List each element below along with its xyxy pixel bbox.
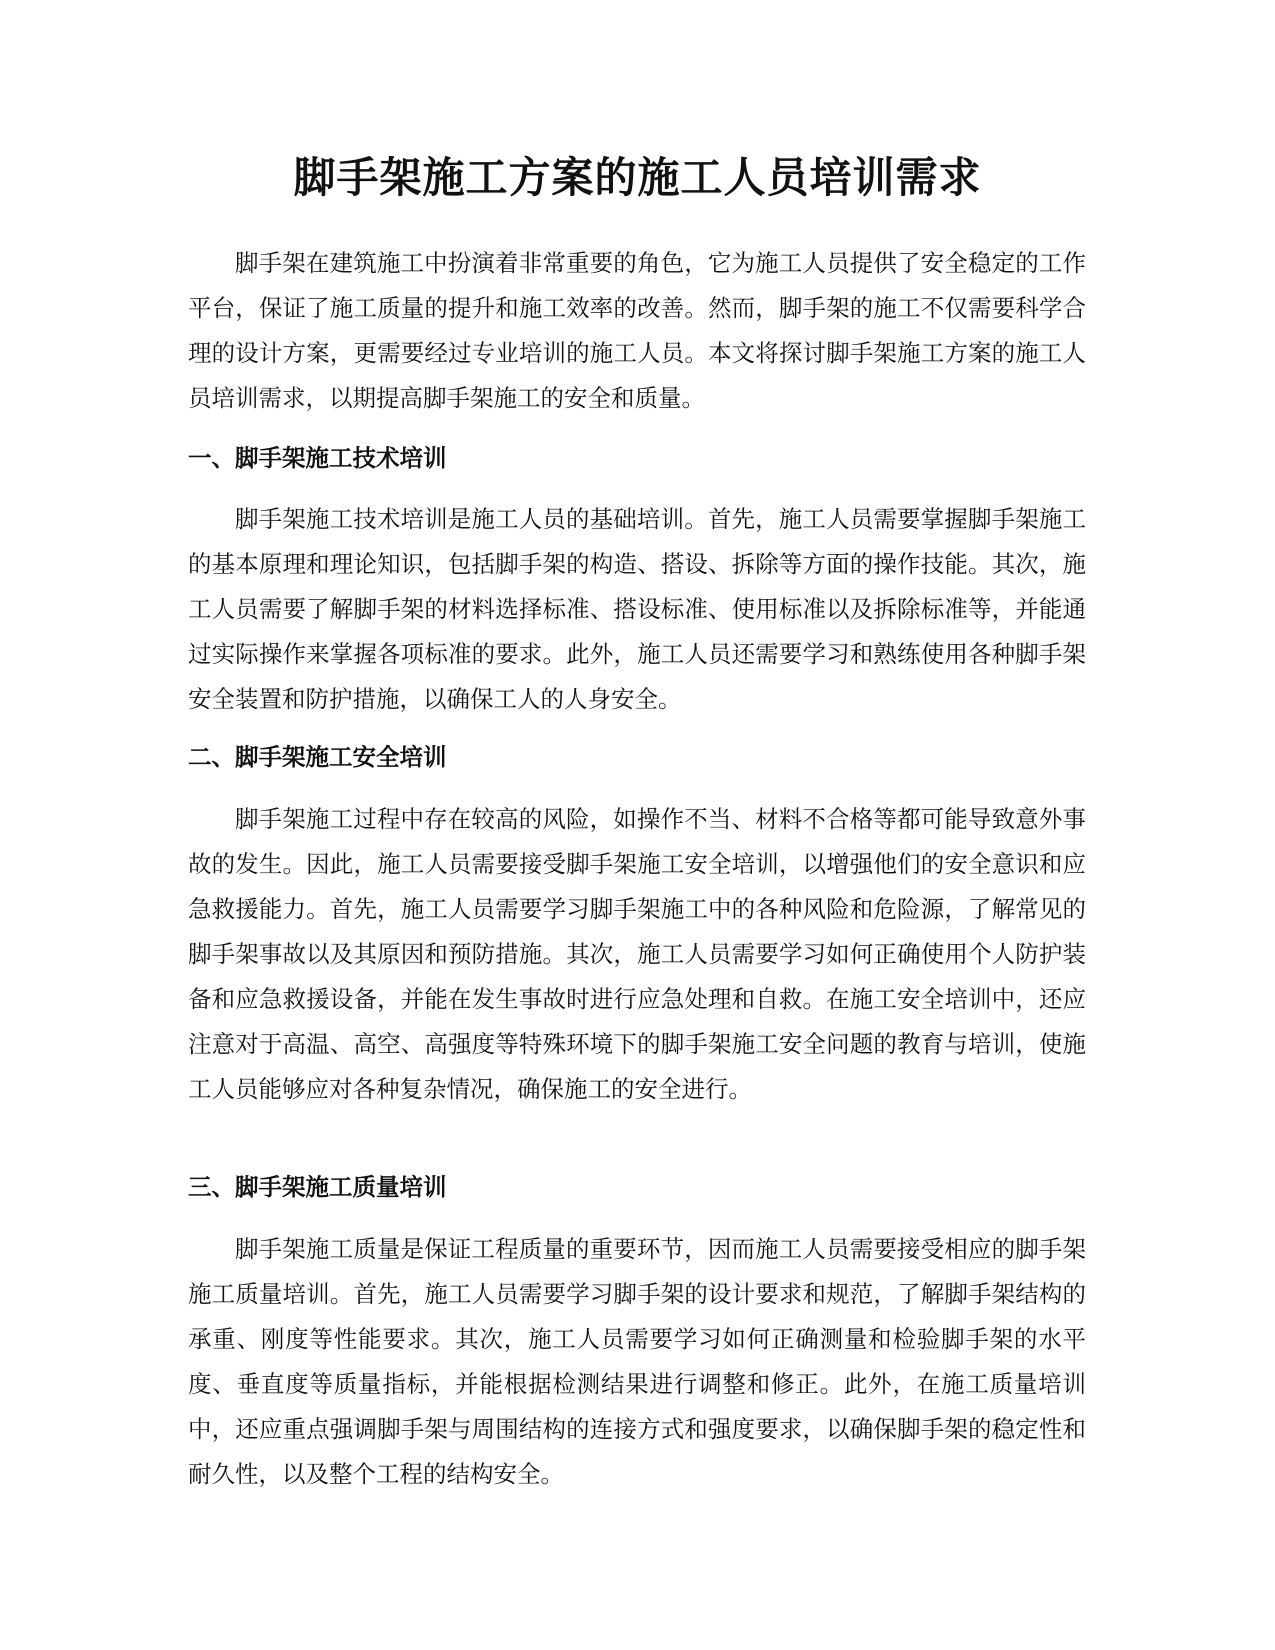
section-heading-safety-training: 二、脚手架施工安全培训 — [188, 743, 447, 771]
section-body-quality-training: 脚手架施工质量是保证工程质量的重要环节，因而施工人员需要接受相应的脚手架施工质量培训。首先，施工人员需要学习脚手架的设计要求和规范，了解脚手架结构的承重、刚度等性能要求。其次，施工人员需要学习如何正确测量和检验脚手架的水平度、垂直度等质量指标，并能根据检测结果进行调整和修正。此外，在施工质量培训中，还应重点强调脚手架与周围结构的连接方式和强度要求，以确保脚手架的稳定性和耐久性，以及整个工程的结构安全。 — [188, 1235, 1086, 1488]
section-body-safety-training: 脚手架施工过程中存在较高的风险，如操作不当、材料不合格等都可能导致意外事故的发生。因此，施工人员需要接受脚手架施工安全培训，以增强他们的安全意识和应急救援能力。首先，施工人员需要学习脚手架施工中的各种风险和危险源，了解常见的脚手架事故以及其原因和预防措施。其次，施工人员需要学习如何正确使用个人防护装备和应急救援设备，并能在发生事故时进行应急处理和自救。在施工安全培训中，还应注意对于高温、高空、高强度等特殊环境下的脚手架施工安全问题的教育与培训，使施工人员能够应对各种复杂情况，确保施工的安全进行。 — [188, 805, 1086, 1103]
intro-paragraph: 脚手架在建筑施工中扮演着非常重要的角色，它为施工人员提供了安全稳定的工作平台，保证了施工质量的提升和施工效率的改善。然而，脚手架的施工不仅需要科学合理的设计方案，更需要经过专业培训的施工人员。本文将探讨脚手架施工方案的施工人员培训需求，以期提高脚手架施工的安全和质量。 — [188, 249, 1086, 412]
section-body-technical-training: 脚手架施工技术培训是施工人员的基础培训。首先，施工人员需要掌握脚手架施工的基本原理和理论知识，包括脚手架的构造、搭设、拆除等方面的操作技能。其次，施工人员需要了解脚手架的材料选择标准、搭设标准、使用标准以及拆除标准等，并能通过实际操作来掌握各项标准的要求。此外，施工人员还需要学习和熟练使用各种脚手架安全装置和防护措施，以确保工人的人身安全。 — [188, 505, 1086, 713]
section-heading-technical-training: 一、脚手架施工技术培训 — [188, 444, 447, 472]
section-heading-quality-training: 三、脚手架施工质量培训 — [188, 1173, 447, 1201]
document-title: 脚手架施工方案的施工人员培训需求 — [293, 153, 982, 202]
